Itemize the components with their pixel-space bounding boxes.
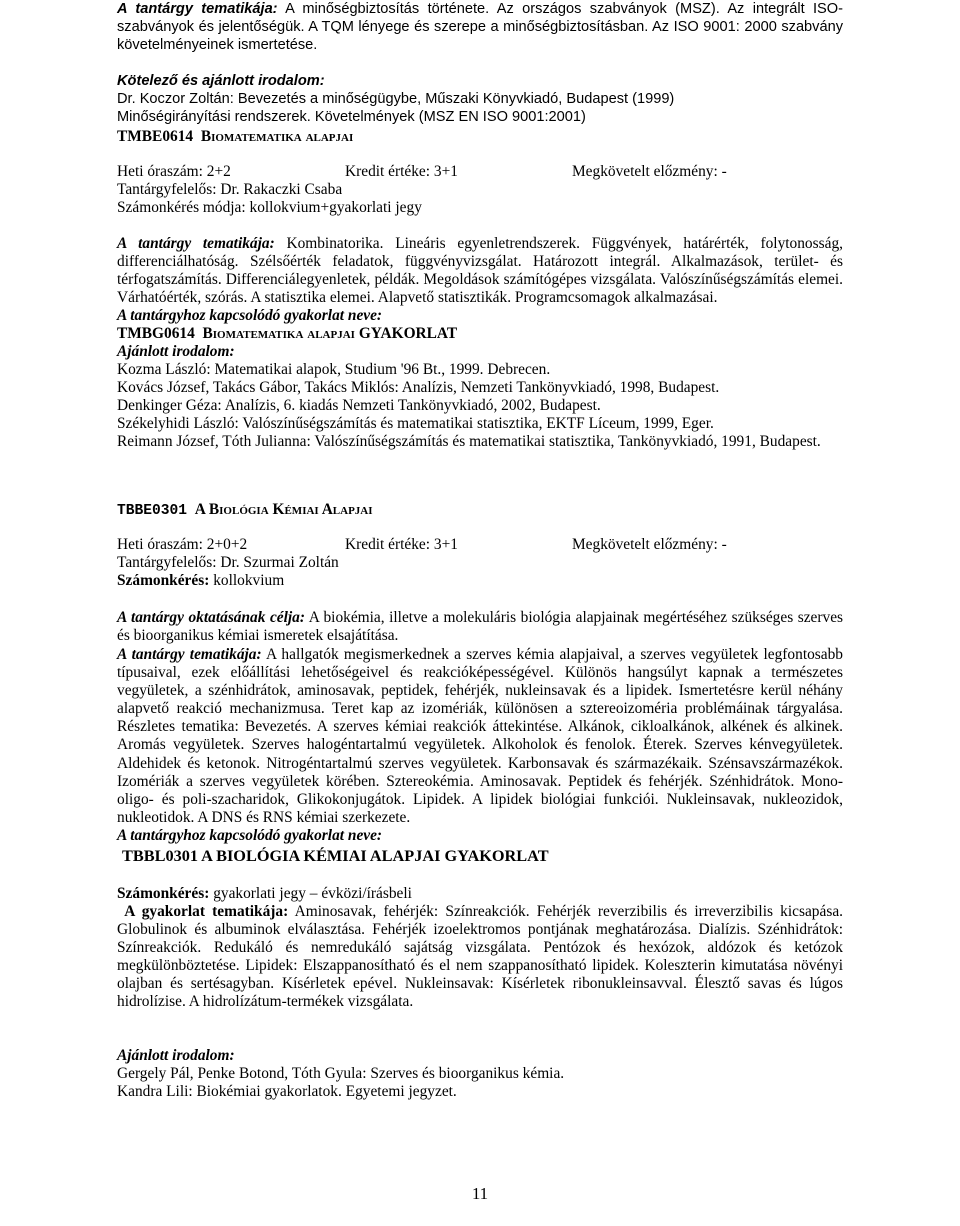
course2-elozmeny: Megkövetelt előzmény: -: [572, 536, 727, 553]
course2-gyak-tematika-paragraph: [117, 903, 843, 1012]
course2-kredit: Kredit értéke: 3+1: [345, 536, 458, 553]
course1-title: Biomatematika alapjai: [200, 128, 354, 145]
course2-gyak-title: TBBL0301 A BIOLÓGIA KÉMIAI ALAPJAI GYAKORLAT: [122, 846, 549, 865]
course1-ref: Reimann József, Tóth Julianna: Valószínűségszámítás és matematikai statisztika, Tankönyvkiadó, 1991, Budapest.: [117, 433, 821, 451]
course1-tematika-paragraph: [117, 235, 843, 307]
course2-heading: [117, 501, 843, 520]
course1-gyak-title: Biomatematika alapjai: [202, 325, 355, 342]
course2-heti: Heti óraszám: 2+0+2: [117, 536, 248, 553]
top-irodalom-label: Kötelező és ajánlott irodalom:: [117, 73, 325, 89]
course1-meta-row: [117, 163, 843, 181]
course1-tematika-label: A tantárgy tematikája:: [117, 235, 275, 252]
course1-heti: Heti óraszám: 2+2: [117, 163, 231, 180]
course2-code: TBBE0301: [117, 503, 188, 519]
course1-refs: [117, 361, 843, 451]
course1-gyak-label: A tantárgyhoz kapcsolódó gyakorlat neve:: [117, 307, 383, 324]
course1-code: TMBE0614: [117, 128, 194, 145]
course2-cel-text: A biokémia, illetve a molekuláris biológia alapjainak megértéséhez szükséges szerves és bioorganikus kémiai ismeretek elsajátítása.: [117, 609, 844, 645]
top-irodalom-1: Dr. Koczor Zoltán: Bevezetés a minőségügybe, Műszaki Könyvkiadó, Budapest (1999): [117, 91, 675, 107]
course2-title: A Biológia Kémiai Alapjai: [194, 501, 373, 518]
top-tematika-label: A tantárgy tematikája:: [117, 1, 278, 17]
course1-ref: Denkinger Géza: Analízis, 6. kiadás Nemzeti Tankönyvkiadó, 2002, Budapest.: [117, 397, 601, 415]
course1-gyak-heading: [117, 325, 843, 343]
course2-refs: [117, 1065, 843, 1101]
course1-tematika-text: Kombinatorika. Lineáris egyenletrendszerek. Függvények, határérték, folytonosság, differenciálhatóság. Szélsőérték feladatok, függvényvizsgálat. Határozott integrál. Alkalmazások, terület- és térfogatszámítás. Differenciálegyenletek, példák. Megoldások számítógépes vizsgálata. Valószínűségszámítás elemei. Várhatóérték, szórás. A statisztika elemei. Alapvető statisztikák. Programcsomagok alkalmazásai.: [117, 235, 843, 307]
course1-ref: Székelyhidi László: Valószínűségszámítás és matematikai statisztika, EKTF Líceum, 1999, Eger.: [117, 415, 714, 433]
top-irodalom-2: Minőségirányítási rendszerek. Követelmények (MSZ EN ISO 9001:2001): [117, 109, 586, 125]
course2-ref: Kandra Lili: Biokémiai gyakorlatok. Egyetemi jegyzet.: [117, 1083, 457, 1101]
course2-gyak-szamonkeres: Számonkérés: gyakorlati jegy – évközi/írásbeli: [117, 885, 412, 902]
course2-felelos: Tantárgyfelelős: Dr. Szurmai Zoltán: [117, 554, 339, 571]
course1-ref: Kozma László: Matematikai alapok, Studium '96 Bt., 1999. Debrecen.: [117, 361, 551, 378]
course2-tematika-text: A hallgatók megismerkednek a szerves kémia alapjaival, a szerves vegyületek legfontosabb típusaival, ezek előállítási lehetőségeivel és reakcióképességével. Különös hangsúlyt kapnak a természetes vegyületek, a szénhidrátok, aminosavak, peptidek, fehérjék, nukleinsavak és a lipidek. Ismertetésre kerül néhány alapvető reakció mechanizmusa. Teret kap az izomériák, különösen a sztereoizoméria problémáinak tárgyalása. Részletes tematika: Bevezetés. A szerves kémiai reakciók áttekintése. Alkánok, cikloalkánok, alkének és alkinek. Aromás vegyületek. Szerves halogéntartalmú vegyületek. Alkoholok és fenolok. Éterek. Szerves kénvegyületek. Aldehidek és ketonok. Nitrogéntartalmú szerves vegyületek. Karbonsavak és származékaik. Szénsavszármazékok. Izomériák a szerves vegyületek körében. Sztereokémia. Aminosavak. Peptidek és fehérjék. Szénhidrátok. Mono- oligo- és poli-szacharidok, Glikokonjugátok. Lipidek. A lipidek biológiai funkciói. Nukleinsavak, nukleozidok, nukleotidok. A DNS és RNS kémiai szerkezete.: [117, 646, 843, 826]
course2-tematika-paragraph: [117, 646, 843, 827]
course2-tematika-label: A tantárgy tematikája:: [117, 646, 262, 663]
course1-heading: [117, 128, 843, 146]
course2-gyak-tematika-text: Aminosavak, fehérjék: Színreakciók. Fehérjék reverzibilis és irreverzibilis kicsapása. Globulinok és albuminok elválasztása. Fehérjék izoelektromos pontjának meghatározása. Dialízis. Szénhidrátok: Színreakciók. Redukáló és nemredukáló sajátság vizsgálata. Pentózok és hexózok, aldózok és ketózok megkülönböztetése. Lipidek: Elszappanosítható és el nem szappanosítható lipidek. Koleszterin kimutatása növényi olajban és sertésagyban. Kísérletek epével. Nukleinsavak: Kísérletek ribonukleinsavval. Élesztő savas és lúgos hidrolízise. A hidrolízátum-termékek vizsgálata.: [117, 903, 843, 1011]
course2-ref: Gergely Pál, Penke Botond, Tóth Gyula: Szerves és bioorganikus kémia.: [117, 1065, 565, 1082]
course1-felelos: Tantárgyfelelős: Dr. Rakaczki Csaba: [117, 181, 343, 198]
course1-gyak-code: TMBG0614: [117, 325, 195, 342]
course1-ref: Kovács József, Takács Gábor, Takács Miklós: Analízis, Nemzeti Tankönyvkiadó, 1998, Budapest.: [117, 379, 720, 397]
course1-gyak-suffix: GYAKORLAT: [358, 325, 458, 342]
course1-kredit: Kredit értéke: 3+1: [345, 163, 458, 180]
course2-cel-label: A tantárgy oktatásának célja:: [117, 609, 306, 626]
course1-elozmeny: Megkövetelt előzmény: -: [572, 163, 727, 180]
course2-meta-row: [117, 536, 843, 554]
top-tematika-text: A minőségbiztosítás története. Az országos szabványok (MSZ). Az integrált ISO-szabványok és jelentőségük. A TQM lényege és szerepe a minőségbiztosításban. Az ISO 9001: 2000 szabvány követelményeinek ismertetése.: [117, 1, 843, 54]
top-tematika-paragraph: [117, 0, 843, 54]
course1-ajanlott-label: Ajánlott irodalom:: [117, 343, 235, 360]
page-number: 11: [471, 1184, 489, 1203]
course2-gyak-label: A tantárgyhoz kapcsolódó gyakorlat neve:: [117, 827, 383, 844]
course2-gyak-tematika-label: A gyakorlat tematikája:: [124, 903, 289, 920]
course2-szamonkeres: Számonkérés: kollokvium: [117, 572, 285, 589]
course1-szamonkeres: Számonkérés módja: kollokvium+gyakorlati jegy: [117, 199, 422, 216]
course2-cel-paragraph: [117, 609, 843, 645]
course2-ajanlott-label: Ajánlott irodalom:: [117, 1047, 235, 1064]
